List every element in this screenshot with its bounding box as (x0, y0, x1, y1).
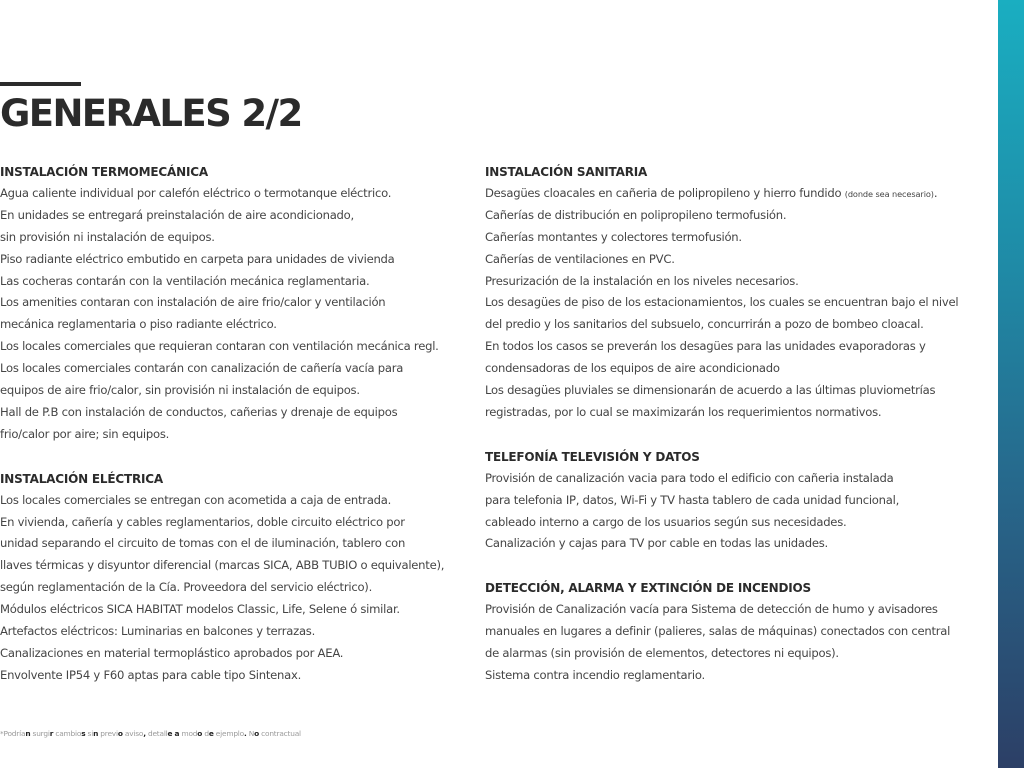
section-line: Las cocheras contarán con la ventilación mecánica reglamentaria. (0, 273, 370, 288)
section-heading: INSTALACIÓN ELÉCTRICA (0, 471, 163, 486)
section-line: Los desagües pluviales se dimensionarán de acuerdo a las últimas pluviometrías (485, 383, 936, 398)
section-line: Provisión de canalización vacia para todo el edificio con cañeria instalada (485, 470, 894, 485)
section-line: Envolvente IP54 y F60 aptas para cable tipo Sintenax. (0, 667, 302, 682)
section-termomecanica (0, 161, 470, 446)
footer-text-segment: previ (98, 729, 118, 738)
footer-text-segment: n (93, 729, 99, 738)
footer-disclaimer (0, 728, 301, 740)
footer-text-segment: surgi (30, 729, 50, 738)
section-line: Los locales comerciales que requieran contaran con ventilación mecánica regl. (0, 339, 439, 354)
section-line: del predio y los sanitarios del subsuelo, concurrirán a pozo de bombeo cloacal. (485, 317, 924, 332)
footer-text-segment: r (49, 729, 54, 738)
accent-side-bar (998, 0, 1024, 768)
section-line: condensadoras de los equipos de aire acondicionado (485, 361, 780, 376)
footer-text-segment: . (244, 729, 247, 738)
section-line: unidad separando el circuito de tomas con el de iluminación, tablero con (0, 536, 406, 551)
section-line: Cañerías de ventilaciones en PVC. (485, 251, 675, 266)
line-end-punctuation: . (933, 186, 938, 200)
section-heading: INSTALACIÓN TERMOMECÁNICA (0, 165, 208, 179)
footer-text-segment: ejemplo (213, 729, 244, 738)
section-line: para telefonia IP, datos, Wi-Fi y TV hasta tablero de cada unidad funcional, (485, 492, 900, 507)
section-line: Módulos eléctricos SICA HABITAT modelos Classic, Life, Selene ó similar. (0, 602, 400, 617)
section-line: Artefactos eléctricos: Luminarias en balcones y terrazas. (0, 624, 316, 639)
section-heading: DETECCIÓN, ALARMA Y EXTINCIÓN DE INCENDIOS (485, 581, 811, 596)
section-line: Cañerías montantes y colectores termofusión. (485, 229, 742, 244)
footer-text-segment: si (85, 729, 94, 738)
section-line: Sistema contra incendio reglamentario. (485, 668, 705, 683)
section-line: según reglamentación de la Cía. Proveedora del servicio eléctrico). (0, 580, 373, 595)
footer-text-segment: aviso (122, 729, 144, 738)
section-line-with-note (485, 183, 985, 205)
section-line: Los locales comerciales se entregan con acometida a caja de entrada. (0, 492, 392, 507)
section-line: En todos los casos se preverán los desagües para las unidades evaporadoras y (485, 339, 926, 354)
small-note: (donde sea necesario) (844, 189, 934, 199)
section-line: Piso radiante eléctrico embutido en carpeta para unidades de vivienda (0, 251, 395, 266)
section-line: manuales en lugares a definir (palieres, salas de máquinas) conectados con central (485, 624, 951, 639)
footer-text-segment: detall (145, 729, 168, 738)
section-line: En unidades se entregará preinstalación de aire acondicionado, (0, 207, 354, 222)
footer-text-segment: e (167, 729, 173, 738)
section-line: Los locales comerciales contarán con canalización de cañería vacía para (0, 361, 404, 376)
section-line: Provisión de Canalización vacía para Sistema de detección de humo y avisadores (485, 602, 938, 617)
footer-text-segment: , (143, 729, 146, 738)
footer-text-segment: d (202, 729, 209, 738)
section-line: sin provisión ni instalación de equipos. (0, 229, 215, 244)
footer-text-segment: cambio (53, 729, 82, 738)
section-incendios (485, 577, 985, 687)
title-rule-divider (0, 82, 81, 86)
page-title: GENERALES 2/2 (0, 92, 302, 135)
section-line: Presurización de la instalación en los niveles necesarios. (485, 273, 799, 288)
section-line: mecánica reglamentaria o piso radiante eléctrico. (0, 317, 277, 332)
section-line: Agua caliente individual por calefón eléctrico o termotanque eléctrico. (0, 186, 392, 200)
footer-text-segment: contractual (258, 729, 301, 738)
section-telefonia (485, 446, 985, 556)
section-line: registradas, por lo cual se maximizarán los requerimientos normativos. (485, 404, 882, 419)
section-line: Cañerías de distribución en polipropileno termofusión. (485, 207, 787, 222)
section-electrica (0, 468, 470, 687)
footer-text-segment: n (25, 729, 31, 738)
section-line: En vivienda, cañería y cables reglamentarios, doble circuito eléctrico por (0, 514, 405, 529)
section-heading: TELEFONÍA TELEVISIÓN Y DATOS (485, 449, 700, 464)
footer-text-segment: o (254, 729, 259, 738)
section-line: Los amenities contaran con instalación de aire frio/calor y ventilación (0, 295, 386, 310)
section-sanitaria (485, 161, 985, 424)
section-line: cableado interno a cargo de los usuarios según sus necesidades. (485, 514, 847, 529)
footer-text-segment: s (81, 729, 86, 738)
section-heading: INSTALACIÓN SANITARIA (485, 165, 648, 179)
footer-text-segment: o (197, 729, 203, 738)
section-line: llaves térmicas y disyuntor diferencial (marcas SICA, ABB TUBIO o equivalente), (0, 558, 445, 573)
left-column (0, 161, 470, 709)
section-line: Canalizaciones en material termoplástico aprobados por AEA. (0, 645, 344, 660)
footer-text-segment: *Podría (0, 729, 26, 738)
footer-text-segment: mod (179, 729, 198, 738)
footer-text-segment: a (174, 729, 180, 738)
footer-text-segment: o (117, 729, 123, 738)
section-line: Hall de P.B con instalación de conductos, cañerias y drenaje de equipos (0, 404, 398, 419)
section-line: equipos de aire frio/calor, sin provisión ni instalación de equipos. (0, 383, 360, 398)
footer-text-segment: N (246, 729, 255, 738)
line-main-text: Desagües cloacales en cañeria de polipropileno y hierro fundido (485, 186, 845, 200)
footer-text-segment: e (208, 729, 214, 738)
right-column (485, 161, 985, 709)
section-line: Canalización y cajas para TV por cable en todas las unidades. (485, 536, 828, 551)
section-line: de alarmas (sin provisión de elementos, detectores ni equipos). (485, 646, 839, 661)
section-line: Los desagües de piso de los estacionamientos, los cuales se encuentran bajo el nivel (485, 295, 959, 310)
section-line: frio/calor por aire; sin equipos. (0, 426, 170, 441)
